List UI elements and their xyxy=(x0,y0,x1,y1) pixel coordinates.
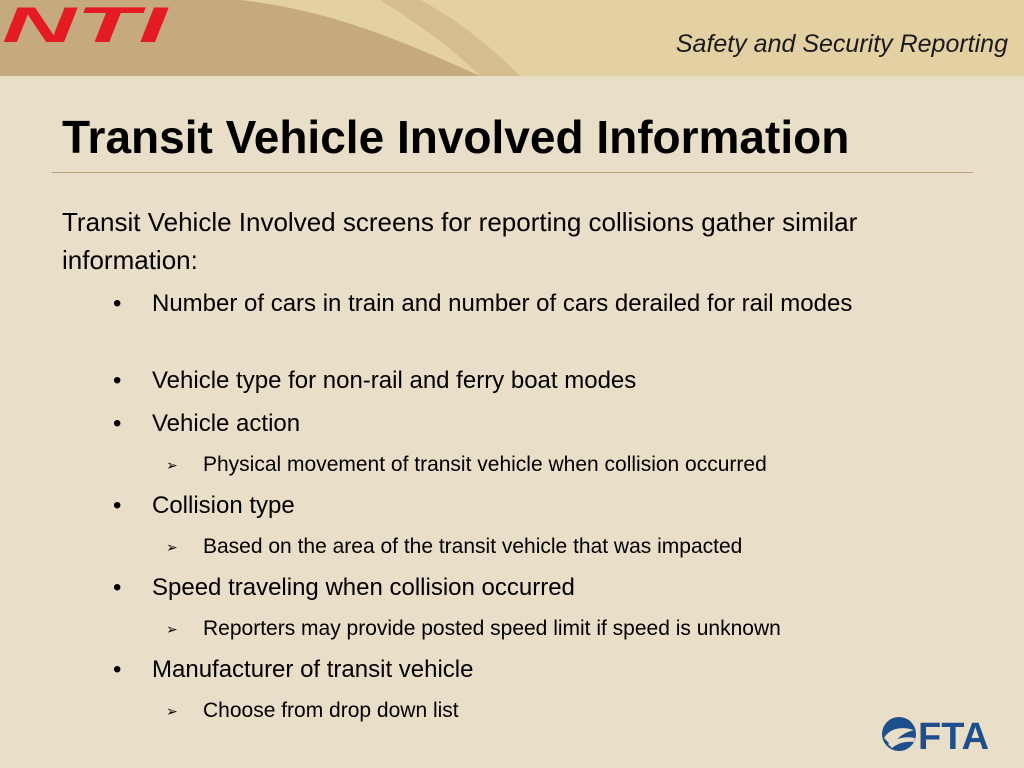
fta-logo xyxy=(880,714,1002,756)
fta-logo-swirl-icon xyxy=(882,717,916,751)
bullet-text: Vehicle action xyxy=(152,410,301,437)
sub-bullet-arrow-icon: ➢ xyxy=(166,457,178,473)
bullet-text: Manufacturer of transit vehicle xyxy=(152,656,474,683)
bullet-glyph: • xyxy=(113,574,122,601)
fta-logo-text: FTA xyxy=(918,716,990,756)
nti-logo xyxy=(0,0,172,48)
nti-logo-text: NTI xyxy=(2,0,170,48)
bullet-glyph: • xyxy=(113,656,122,683)
sub-bullet-text: Based on the area of the transit vehicle that was impacted xyxy=(203,535,743,558)
bullet-text: Number of cars in train and number of cars derailed for rail modes xyxy=(152,290,853,317)
sub-bullet-text: Physical movement of transit vehicle when collision occurred xyxy=(203,453,767,476)
sub-bullet-text: Reporters may provide posted speed limit if speed is unknown xyxy=(203,617,781,640)
sub-bullet-arrow-icon: ➢ xyxy=(166,703,178,719)
bullet-text: Vehicle type for non-rail and ferry boat modes xyxy=(152,367,637,394)
sub-bullet-text: Choose from drop down list xyxy=(203,699,459,722)
section-title: Safety and Security Reporting xyxy=(675,30,1008,58)
slide-title: Transit Vehicle Involved Information xyxy=(62,111,850,163)
bullet-text: Collision type xyxy=(152,492,295,519)
title-divider xyxy=(52,172,973,173)
bullet-glyph: • xyxy=(113,290,122,317)
bullet-text: Speed traveling when collision occurred xyxy=(152,574,575,601)
bullet-glyph: • xyxy=(113,492,122,519)
bullet-glyph: • xyxy=(113,410,122,437)
header-band xyxy=(0,0,1024,76)
intro-text: Transit Vehicle Involved screens for reporting collisions gather similar information: xyxy=(62,207,858,275)
bullet-glyph: • xyxy=(113,367,122,394)
sub-bullet-arrow-icon: ➢ xyxy=(166,539,178,555)
sub-bullet-arrow-icon: ➢ xyxy=(166,621,178,637)
